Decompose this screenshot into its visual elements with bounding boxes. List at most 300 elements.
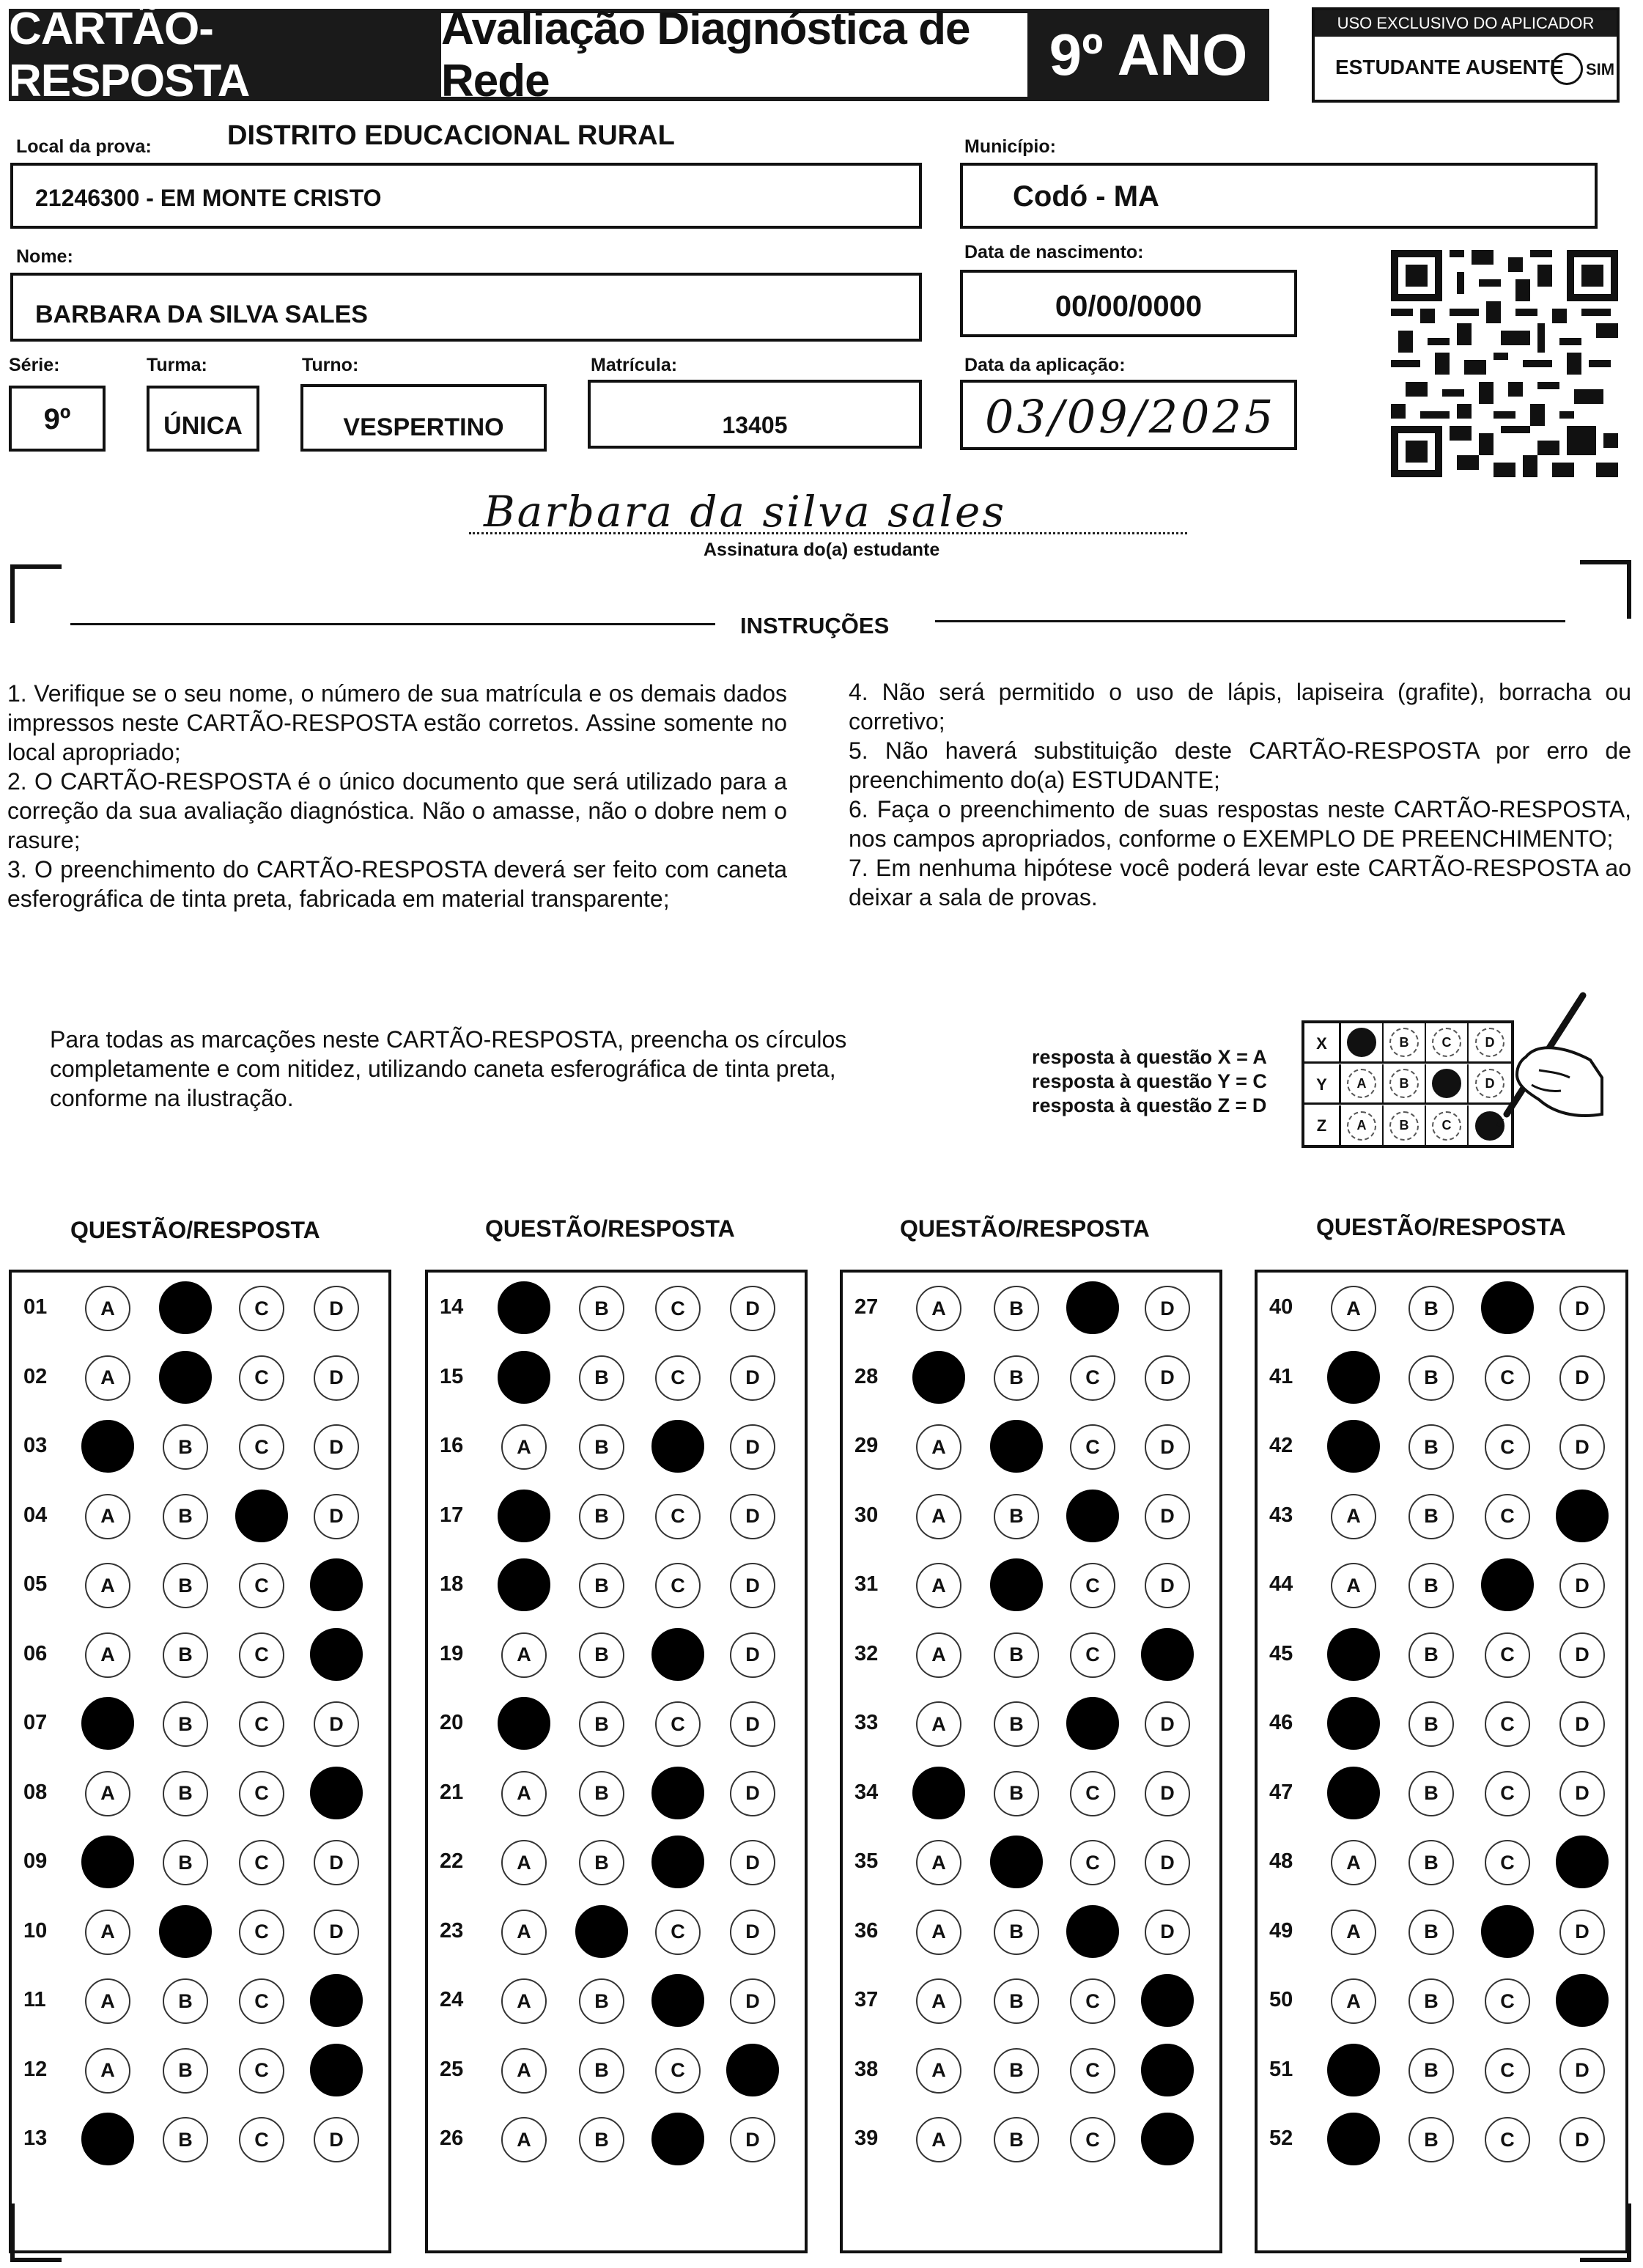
question-row bbox=[428, 1701, 805, 1745]
answer-bubble-c[interactable]: C bbox=[239, 1771, 284, 1816]
answer-bubble-c[interactable]: C bbox=[1485, 1840, 1530, 1885]
answer-bubble-d[interactable]: D bbox=[1145, 1424, 1190, 1470]
answer-bubble-a[interactable] bbox=[498, 1697, 550, 1750]
turno-field[interactable] bbox=[300, 384, 547, 452]
answer-bubble-b[interactable]: B bbox=[1408, 1494, 1454, 1539]
answer-bubble-a[interactable]: A bbox=[85, 2048, 130, 2094]
answer-bubble-b[interactable]: B bbox=[994, 2048, 1039, 2094]
answer-bubble-a[interactable]: A bbox=[916, 1494, 961, 1539]
answer-bubble-d[interactable]: D bbox=[730, 2117, 775, 2162]
answer-bubble-d[interactable]: D bbox=[314, 1424, 359, 1470]
answer-bubble-c[interactable]: C bbox=[239, 1910, 284, 1955]
answer-bubble-d[interactable]: D bbox=[1559, 2117, 1605, 2162]
answer-bubble-c[interactable]: C bbox=[1485, 1424, 1530, 1470]
answer-bubble-b[interactable]: B bbox=[579, 1632, 624, 1678]
answer-bubble-d[interactable] bbox=[310, 2044, 363, 2096]
answer-bubble-b[interactable]: B bbox=[579, 2117, 624, 2162]
answer-bubble-b[interactable]: B bbox=[579, 1840, 624, 1885]
answer-bubble-c[interactable]: C bbox=[239, 1701, 284, 1747]
answer-bubble-b[interactable]: B bbox=[994, 1494, 1039, 1539]
answer-bubble-c[interactable]: C bbox=[655, 1563, 701, 1608]
local-field[interactable] bbox=[10, 163, 922, 229]
answer-bubble-b[interactable]: B bbox=[163, 1424, 208, 1470]
answer-bubble-b[interactable]: B bbox=[1408, 2048, 1454, 2094]
question-number: 25 bbox=[440, 2057, 464, 2081]
answer-bubble-c[interactable] bbox=[651, 2113, 704, 2165]
answer-bubble-b[interactable]: B bbox=[1408, 1355, 1454, 1401]
answer-bubble-d[interactable]: D bbox=[314, 1840, 359, 1885]
answer-bubble-b[interactable]: B bbox=[579, 1701, 624, 1747]
question-number: 46 bbox=[1269, 1711, 1293, 1734]
answer-bubble-b[interactable]: B bbox=[994, 1286, 1039, 1331]
answer-bubble-d[interactable]: D bbox=[730, 1840, 775, 1885]
answer-bubble-a[interactable]: A bbox=[1331, 1286, 1376, 1331]
answer-bubble-a[interactable]: A bbox=[916, 1286, 961, 1331]
answer-bubble-c[interactable]: C bbox=[1485, 1978, 1530, 2024]
answer-bubble-b[interactable]: B bbox=[994, 1978, 1039, 2024]
answer-bubble-d[interactable]: D bbox=[1145, 1563, 1190, 1608]
answer-bubble-c[interactable]: C bbox=[655, 1910, 701, 1955]
answer-bubble-c[interactable]: C bbox=[1485, 1701, 1530, 1747]
answer-bubble-a[interactable] bbox=[81, 1836, 134, 1888]
answer-bubble-d[interactable] bbox=[310, 1558, 363, 1611]
student-absent-bubble[interactable] bbox=[1551, 53, 1583, 85]
question-row bbox=[1258, 2048, 1625, 2092]
example-bubble: A bbox=[1347, 1111, 1376, 1141]
answer-bubble-c[interactable]: C bbox=[1485, 2048, 1530, 2094]
question-number: 16 bbox=[440, 1434, 464, 1457]
answer-bubble-d[interactable]: D bbox=[1145, 1286, 1190, 1331]
example-bubble bbox=[1432, 1069, 1461, 1098]
answer-bubble-d[interactable]: D bbox=[314, 1286, 359, 1331]
answer-bubble-d[interactable] bbox=[310, 1767, 363, 1819]
answer-bubble-b[interactable]: B bbox=[1408, 1632, 1454, 1678]
answer-bubble-a[interactable]: A bbox=[85, 1286, 130, 1331]
answer-bubble-c[interactable]: C bbox=[239, 2048, 284, 2094]
question-number: 48 bbox=[1269, 1849, 1293, 1873]
turno-value: VESPERTINO bbox=[343, 413, 504, 441]
instruction-item: 2. O CARTÃO-RESPOSTA é o único documento que será utilizado para a correção da sua avaliação diagnóstica. Não o amasse, não o dobre nem o rasure; bbox=[7, 768, 787, 853]
answer-bubble-c[interactable]: C bbox=[239, 1286, 284, 1331]
question-row bbox=[1258, 1978, 1625, 2022]
answer-bubble-b[interactable]: B bbox=[163, 1632, 208, 1678]
answer-bubble-d[interactable]: D bbox=[730, 1563, 775, 1608]
question-row bbox=[843, 1424, 1219, 1468]
answer-bubble-a[interactable]: A bbox=[85, 1563, 130, 1608]
answer-bubble-d[interactable] bbox=[1556, 1836, 1609, 1888]
answer-bubble-b[interactable]: B bbox=[163, 1701, 208, 1747]
answer-bubble-c[interactable] bbox=[651, 1628, 704, 1681]
answer-bubble-d[interactable] bbox=[726, 2044, 779, 2096]
answer-bubble-d[interactable] bbox=[310, 1974, 363, 2027]
answer-bubble-b[interactable]: B bbox=[994, 2117, 1039, 2162]
answer-bubble-b[interactable]: B bbox=[163, 1494, 208, 1539]
answer-bubble-c[interactable] bbox=[1481, 1905, 1534, 1958]
example-caption: resposta à questão Z = D bbox=[1032, 1094, 1267, 1116]
signature-caption: Assinatura do(a) estudante bbox=[704, 540, 940, 560]
question-row bbox=[843, 2048, 1219, 2092]
answer-bubble-c[interactable] bbox=[651, 1836, 704, 1888]
answer-bubble-b[interactable] bbox=[990, 1558, 1043, 1611]
answer-bubble-b[interactable]: B bbox=[1408, 2117, 1454, 2162]
fill-instructions: Para todas as marcações neste CARTÃO-RESPOSTA, preencha os círculos completamente e com nitidez, utilizando caneta esferográfica de tinta preta, conforme na ilustração. bbox=[50, 1026, 847, 1111]
answer-bubble-a[interactable]: A bbox=[85, 1494, 130, 1539]
turma-value: ÚNICA bbox=[163, 412, 243, 440]
answer-bubble-a[interactable]: A bbox=[916, 1424, 961, 1470]
example-row bbox=[1304, 1105, 1511, 1146]
answer-bubble-d[interactable]: D bbox=[1559, 1286, 1605, 1331]
answer-bubble-d[interactable]: D bbox=[1559, 1355, 1605, 1401]
answer-bubble-d[interactable]: D bbox=[730, 1286, 775, 1331]
question-row bbox=[843, 1771, 1219, 1815]
answer-bubble-a[interactable]: A bbox=[85, 1632, 130, 1678]
answer-bubble-b[interactable] bbox=[990, 1836, 1043, 1888]
answer-bubble-a[interactable]: A bbox=[916, 1910, 961, 1955]
answer-bubble-d[interactable] bbox=[1556, 1490, 1609, 1542]
answer-bubble-c[interactable]: C bbox=[1485, 1494, 1530, 1539]
answer-bubble-a[interactable]: A bbox=[916, 1701, 961, 1747]
question-number: 08 bbox=[23, 1780, 48, 1804]
answer-bubble-c[interactable]: C bbox=[655, 2048, 701, 2094]
answer-bubble-d[interactable]: D bbox=[1145, 1355, 1190, 1401]
answer-bubble-b[interactable] bbox=[990, 1420, 1043, 1473]
answer-bubble-c[interactable]: C bbox=[1070, 1978, 1115, 2024]
question-number: 31 bbox=[854, 1572, 879, 1596]
answer-bubble-b[interactable] bbox=[159, 1281, 212, 1334]
question-row bbox=[843, 1494, 1219, 1538]
answer-bubble-d[interactable]: D bbox=[1559, 1563, 1605, 1608]
answer-bubble-d[interactable]: D bbox=[1145, 1910, 1190, 1955]
local-label: Local da prova: bbox=[16, 136, 152, 157]
answer-bubble-a[interactable]: A bbox=[916, 1632, 961, 1678]
answer-bubble-d[interactable]: D bbox=[314, 1701, 359, 1747]
answer-bubble-c[interactable] bbox=[651, 1767, 704, 1819]
answer-bubble-a[interactable] bbox=[1327, 1351, 1380, 1404]
question-row bbox=[12, 2048, 388, 2092]
instructions-title: INSTRUÇÕES bbox=[740, 613, 890, 638]
turma-label: Turma: bbox=[147, 355, 207, 375]
answer-bubble-d[interactable]: D bbox=[1145, 1771, 1190, 1816]
question-number: 47 bbox=[1269, 1780, 1293, 1804]
question-number: 22 bbox=[440, 1849, 464, 1873]
answer-bubble-b[interactable]: B bbox=[994, 1632, 1039, 1678]
answer-bubble-b[interactable]: B bbox=[163, 1840, 208, 1885]
answer-bubble-b[interactable] bbox=[159, 1905, 212, 1958]
matricula-field[interactable] bbox=[588, 380, 922, 449]
answer-bubble-d[interactable]: D bbox=[314, 1910, 359, 1955]
answer-bubble-d[interactable]: D bbox=[1145, 1840, 1190, 1885]
answer-bubble-c[interactable] bbox=[1066, 1905, 1119, 1958]
answer-bubble-b[interactable]: B bbox=[1408, 1978, 1454, 2024]
answer-bubble-a[interactable]: A bbox=[1331, 1910, 1376, 1955]
question-number: 05 bbox=[23, 1572, 48, 1596]
answer-bubble-a[interactable]: A bbox=[501, 1840, 547, 1885]
answer-bubble-a[interactable]: A bbox=[501, 2117, 547, 2162]
instruction-item: 7. Em nenhuma hipótese você poderá levar este CARTÃO-RESPOSTA ao deixar a sala de provas. bbox=[849, 855, 1631, 910]
example-grid bbox=[1302, 1020, 1514, 1148]
answer-bubble-d[interactable]: D bbox=[1145, 1701, 1190, 1747]
answer-bubble-b[interactable]: B bbox=[163, 1563, 208, 1608]
question-row bbox=[1258, 1701, 1625, 1745]
question-number: 37 bbox=[854, 1988, 879, 2011]
answer-bubble-a[interactable] bbox=[1327, 2113, 1380, 2165]
nascimento-value: 00/00/0000 bbox=[1055, 290, 1203, 323]
example-bubble: B bbox=[1389, 1111, 1419, 1141]
answer-bubble-b[interactable]: B bbox=[579, 1286, 624, 1331]
answer-bubble-a[interactable] bbox=[81, 1697, 134, 1750]
column-header: QUESTÃO/RESPOSTA bbox=[70, 1217, 320, 1243]
answer-bubble-d[interactable]: D bbox=[1559, 2048, 1605, 2094]
answer-bubble-a[interactable] bbox=[81, 1420, 134, 1473]
answer-panel bbox=[1255, 1270, 1628, 2253]
example-bubble: B bbox=[1389, 1069, 1419, 1098]
answer-bubble-c[interactable]: C bbox=[1485, 1632, 1530, 1678]
answer-bubble-a[interactable]: A bbox=[85, 1771, 130, 1816]
instruction-item: 5. Não haverá substituição deste CARTÃO-RESPOSTA por erro de preenchimento do(a) ESTUDANTE; bbox=[849, 737, 1631, 793]
answer-bubble-a[interactable] bbox=[498, 1281, 550, 1334]
question-number: 01 bbox=[23, 1295, 48, 1319]
answer-bubble-b[interactable]: B bbox=[579, 1563, 624, 1608]
example-captions bbox=[1032, 1045, 1267, 1118]
answer-bubble-c[interactable]: C bbox=[1070, 2117, 1115, 2162]
question-number: 15 bbox=[440, 1364, 464, 1388]
answer-bubble-a[interactable]: A bbox=[1331, 1978, 1376, 2024]
answer-bubble-c[interactable] bbox=[1066, 1697, 1119, 1750]
answer-bubble-d[interactable] bbox=[1141, 2044, 1194, 2096]
answer-bubble-c[interactable] bbox=[651, 1974, 704, 2027]
instruction-item: 4. Não será permitido o uso de lápis, lapiseira (grafite), borracha ou corretivo; bbox=[849, 679, 1631, 734]
answer-bubble-b[interactable]: B bbox=[1408, 1910, 1454, 1955]
answer-bubble-b[interactable]: B bbox=[1408, 1771, 1454, 1816]
answer-bubble-a[interactable]: A bbox=[501, 1771, 547, 1816]
answer-bubble-c[interactable]: C bbox=[655, 1701, 701, 1747]
answer-bubble-c[interactable]: C bbox=[1485, 1771, 1530, 1816]
student-absent-label: ESTUDANTE AUSENTE bbox=[1335, 56, 1564, 78]
answer-bubble-a[interactable] bbox=[498, 1351, 550, 1404]
answer-bubble-a[interactable]: A bbox=[85, 1355, 130, 1401]
aplicacao-field[interactable] bbox=[960, 380, 1297, 450]
answer-bubble-a[interactable]: A bbox=[501, 1910, 547, 1955]
answer-bubble-c[interactable]: C bbox=[239, 1978, 284, 2024]
answer-bubble-d[interactable]: D bbox=[730, 1701, 775, 1747]
instructions-right bbox=[849, 677, 1631, 912]
question-number: 32 bbox=[854, 1641, 879, 1665]
answer-bubble-c[interactable]: C bbox=[655, 1355, 701, 1401]
answer-bubble-c[interactable] bbox=[651, 1420, 704, 1473]
answer-bubble-a[interactable] bbox=[1327, 1767, 1380, 1819]
example-bubble: D bbox=[1475, 1028, 1504, 1057]
answer-bubble-c[interactable] bbox=[1066, 1490, 1119, 1542]
answer-bubble-a[interactable]: A bbox=[501, 1424, 547, 1470]
example-row bbox=[1304, 1064, 1511, 1105]
question-row bbox=[428, 1771, 805, 1815]
question-number: 07 bbox=[23, 1711, 48, 1734]
answer-bubble-a[interactable] bbox=[912, 1351, 965, 1404]
card-subtitle: Avaliação Diagnóstica de Rede bbox=[441, 13, 1027, 97]
question-row bbox=[428, 1632, 805, 1676]
answer-bubble-a[interactable] bbox=[1327, 1628, 1380, 1681]
example-bubble bbox=[1347, 1028, 1376, 1057]
answer-bubble-b[interactable]: B bbox=[1408, 1701, 1454, 1747]
answer-bubble-d[interactable]: D bbox=[1559, 1910, 1605, 1955]
answer-bubble-a[interactable]: A bbox=[916, 1840, 961, 1885]
answer-bubble-d[interactable] bbox=[1556, 1974, 1609, 2027]
answer-bubble-d[interactable] bbox=[1141, 2113, 1194, 2165]
answer-bubble-c[interactable]: C bbox=[655, 1494, 701, 1539]
answer-bubble-c[interactable]: C bbox=[655, 1286, 701, 1331]
answer-bubble-d[interactable]: D bbox=[730, 1355, 775, 1401]
answer-bubble-d[interactable]: D bbox=[1559, 1632, 1605, 1678]
answer-bubble-c[interactable] bbox=[1066, 1281, 1119, 1334]
nascimento-field[interactable] bbox=[960, 270, 1297, 337]
answer-bubble-a[interactable] bbox=[1327, 2044, 1380, 2096]
answer-bubble-d[interactable]: D bbox=[314, 2117, 359, 2162]
answer-bubble-b[interactable]: B bbox=[579, 1355, 624, 1401]
answer-bubble-c[interactable] bbox=[235, 1490, 288, 1542]
answer-bubble-a[interactable] bbox=[912, 1767, 965, 1819]
answer-bubble-a[interactable]: A bbox=[916, 2117, 961, 2162]
answer-bubble-c[interactable]: C bbox=[1070, 1840, 1115, 1885]
answer-bubble-c[interactable] bbox=[1481, 1558, 1534, 1611]
answer-bubble-a[interactable]: A bbox=[501, 2048, 547, 2094]
answer-bubble-c[interactable]: C bbox=[1070, 1632, 1115, 1678]
answer-bubble-d[interactable]: D bbox=[1559, 1771, 1605, 1816]
answer-bubble-d[interactable]: D bbox=[1559, 1424, 1605, 1470]
question-number: 36 bbox=[854, 1918, 879, 1943]
question-number: 14 bbox=[440, 1295, 464, 1319]
instructions-rule-left bbox=[70, 623, 715, 625]
municipio-field[interactable] bbox=[960, 163, 1598, 229]
answer-bubble-b[interactable]: B bbox=[163, 1771, 208, 1816]
answer-bubble-b[interactable]: B bbox=[1408, 1840, 1454, 1885]
nome-value: BARBARA DA SILVA SALES bbox=[35, 301, 368, 328]
answer-bubble-d[interactable] bbox=[1141, 1628, 1194, 1681]
answer-bubble-b[interactable]: B bbox=[163, 2117, 208, 2162]
answer-bubble-b[interactable]: B bbox=[579, 1771, 624, 1816]
serie-field[interactable] bbox=[9, 386, 106, 452]
column-header: QUESTÃO/RESPOSTA bbox=[485, 1215, 735, 1242]
answer-bubble-a[interactable]: A bbox=[1331, 1494, 1376, 1539]
answer-bubble-b[interactable]: B bbox=[1408, 1424, 1454, 1470]
signature-line[interactable] bbox=[469, 532, 1187, 534]
answer-bubble-b[interactable]: B bbox=[579, 2048, 624, 2094]
answer-bubble-c[interactable]: C bbox=[1070, 2048, 1115, 2094]
answer-bubble-b[interactable] bbox=[575, 1905, 628, 1958]
question-row bbox=[12, 1563, 388, 1607]
answer-bubble-d[interactable]: D bbox=[314, 1355, 359, 1401]
answer-bubble-a[interactable]: A bbox=[501, 1978, 547, 2024]
answer-bubble-a[interactable]: A bbox=[916, 1563, 961, 1608]
answer-bubble-b[interactable]: B bbox=[579, 1978, 624, 2024]
question-number: 40 bbox=[1269, 1295, 1293, 1319]
answer-bubble-b[interactable]: B bbox=[1408, 1286, 1454, 1331]
question-row bbox=[428, 1494, 805, 1538]
question-number: 19 bbox=[440, 1641, 464, 1665]
answer-bubble-c[interactable]: C bbox=[239, 1632, 284, 1678]
question-number: 52 bbox=[1269, 2127, 1293, 2150]
answer-bubble-b[interactable]: B bbox=[994, 1355, 1039, 1401]
answer-bubble-d[interactable]: D bbox=[730, 1494, 775, 1539]
answer-bubble-d[interactable]: D bbox=[314, 1494, 359, 1539]
answer-bubble-c[interactable]: C bbox=[1485, 2117, 1530, 2162]
answer-bubble-c[interactable]: C bbox=[1070, 1563, 1115, 1608]
answer-bubble-c[interactable]: C bbox=[1485, 1355, 1530, 1401]
column-header: QUESTÃO/RESPOSTA bbox=[900, 1215, 1150, 1242]
answer-bubble-d[interactable]: D bbox=[730, 1632, 775, 1678]
question-number: 30 bbox=[854, 1503, 879, 1527]
answer-bubble-c[interactable]: C bbox=[239, 1355, 284, 1401]
answer-bubble-c[interactable]: C bbox=[1070, 1355, 1115, 1401]
question-number: 11 bbox=[23, 1988, 46, 2011]
answer-bubble-b[interactable]: B bbox=[1408, 1563, 1454, 1608]
example-bubble: A bbox=[1347, 1069, 1376, 1098]
answer-bubble-a[interactable] bbox=[1327, 1697, 1380, 1750]
answer-bubble-b[interactable]: B bbox=[579, 1494, 624, 1539]
answer-bubble-a[interactable]: A bbox=[501, 1632, 547, 1678]
corner-mark-top-left bbox=[10, 564, 62, 623]
example-row bbox=[1304, 1023, 1511, 1064]
answer-bubble-c[interactable]: C bbox=[239, 1840, 284, 1885]
turma-field[interactable] bbox=[147, 386, 259, 452]
answer-bubble-d[interactable] bbox=[310, 1628, 363, 1681]
answer-bubble-d[interactable]: D bbox=[1559, 1701, 1605, 1747]
answer-bubble-d[interactable] bbox=[1141, 1974, 1194, 2027]
answer-bubble-d[interactable]: D bbox=[730, 1910, 775, 1955]
serie-value: 9º bbox=[43, 403, 71, 435]
question-row bbox=[843, 1910, 1219, 1954]
answer-bubble-a[interactable]: A bbox=[1331, 1563, 1376, 1608]
answer-panel bbox=[840, 1270, 1222, 2253]
answer-bubble-b[interactable]: B bbox=[994, 1910, 1039, 1955]
answer-bubble-a[interactable] bbox=[498, 1490, 550, 1542]
instructions-rule-right bbox=[935, 620, 1565, 622]
answer-bubble-a[interactable] bbox=[81, 2113, 134, 2165]
pen-hand-icon bbox=[1488, 990, 1605, 1136]
aplicacao-label: Data da aplicação: bbox=[964, 355, 1126, 375]
question-row bbox=[428, 1840, 805, 1884]
question-number: 28 bbox=[854, 1364, 879, 1388]
answer-bubble-c[interactable]: C bbox=[239, 2117, 284, 2162]
answer-bubble-b[interactable]: B bbox=[994, 1701, 1039, 1747]
answer-bubble-a[interactable]: A bbox=[85, 1910, 130, 1955]
answer-bubble-c[interactable]: C bbox=[239, 1563, 284, 1608]
answer-bubble-d[interactable]: D bbox=[1145, 1494, 1190, 1539]
question-row bbox=[428, 2117, 805, 2161]
answer-bubble-c[interactable]: C bbox=[1070, 1771, 1115, 1816]
answer-bubble-a[interactable]: A bbox=[85, 1978, 130, 2024]
nome-field[interactable] bbox=[10, 273, 922, 342]
answer-bubble-a[interactable] bbox=[1327, 1420, 1380, 1473]
answer-bubble-c[interactable]: C bbox=[1070, 1424, 1115, 1470]
question-row bbox=[12, 1494, 388, 1538]
question-number: 45 bbox=[1269, 1641, 1293, 1665]
answer-bubble-b[interactable]: B bbox=[994, 1771, 1039, 1816]
answer-bubble-a[interactable]: A bbox=[916, 2048, 961, 2094]
answer-bubble-d[interactable]: D bbox=[730, 1424, 775, 1470]
answer-bubble-b[interactable]: B bbox=[163, 1978, 208, 2024]
answer-bubble-d[interactable]: D bbox=[730, 1771, 775, 1816]
answer-bubble-c[interactable]: C bbox=[239, 1424, 284, 1470]
answer-bubble-b[interactable]: B bbox=[579, 1424, 624, 1470]
answer-bubble-b[interactable] bbox=[159, 1351, 212, 1404]
answer-bubble-c[interactable] bbox=[1481, 1281, 1534, 1334]
answer-bubble-a[interactable]: A bbox=[916, 1978, 961, 2024]
instructions-left bbox=[7, 679, 787, 913]
answer-bubble-d[interactable]: D bbox=[730, 1978, 775, 2024]
answer-bubble-a[interactable] bbox=[498, 1558, 550, 1611]
answer-bubble-a[interactable]: A bbox=[1331, 1840, 1376, 1885]
answer-bubble-b[interactable]: B bbox=[163, 2048, 208, 2094]
